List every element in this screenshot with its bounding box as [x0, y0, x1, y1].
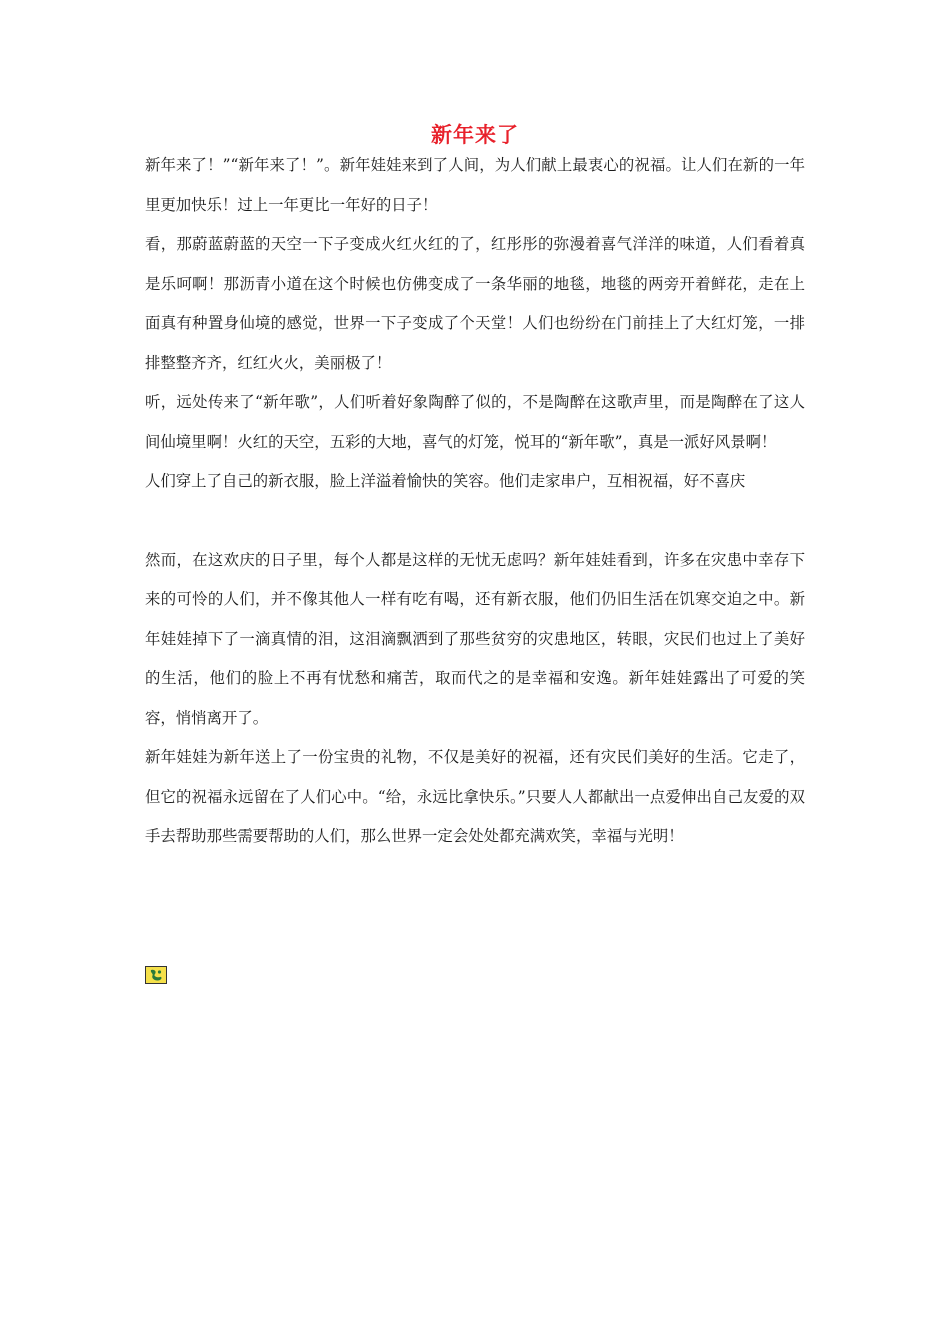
paragraph-gap [145, 502, 805, 541]
document-page [145, 118, 805, 857]
paragraph-3: 听，远处传来了“新年歌”，人们听着好象陶醉了似的，不是陶醉在这歌声里，而是陶醉在了这人间仙境里啊！火红的天空，五彩的大地，喜气的灯笼，悦耳的“新年歌”，真是一派好风景啊！ [145, 393, 805, 451]
paragraph-5: 然而，在这欢庆的日子里，每个人都是这样的无忧无虑吗？新年娃娃看到，许多在灾患中幸存下来的可怜的人们，并不像其他人一样有吃有喝，还有新衣服，他们仍旧生活在饥寒交迫之中。新年娃娃掉下了一滴真情的泪，这泪滴飘洒到了那些贫穷的灾患地区，转眼，灾民们也过上了美好的生活，他们的脸上不再有忧愁和痛苦，取而代之的是幸福和安逸。新年娃娃露出了可爱的笑容，悄悄离开了。 [145, 550, 805, 727]
paragraph-4: 人们穿上了自己的新衣服，脸上洋溢着愉快的笑容。他们走家串户，互相祝福，好不喜庆 [145, 472, 746, 490]
paragraph-6: 新年娃娃为新年送上了一份宝贵的礼物，不仅是美好的祝福，还有灾民们美好的生活。它走了，但它的祝福永远留在了人们心中。“给，永远比拿快乐。”只要人人都献出一点爱伸出自己友爱的双手去帮助那些需要帮助的人们，那么世界一定会处处都充满欢笑，幸福与光明！ [145, 748, 805, 845]
paragraph-1: 新年来了！”“新年来了！”。新年娃娃来到了人间，为人们献上最衷心的祝福。让人们在新的一年里更加快乐！过上一年更比一年好的日子！ [145, 156, 805, 214]
document-title: 新年来了 [431, 123, 519, 147]
paragraph-2: 看，那蔚蓝蔚蓝的天空一下子变成火红火红的了，红彤彤的弥漫着喜气洋洋的味道，人们看着真是乐呵啊！那沥青小道在这个时候也仿佛变成了一条华丽的地毯，地毯的两旁开着鲜花，走在上面真有种置身仙境的感觉，世界一下子变成了个天堂！人们也纷纷在门前挂上了大红灯笼，一排排整整齐齐，红红火火，美丽极了！ [145, 235, 805, 372]
green-swirl-logo-icon [145, 966, 167, 984]
